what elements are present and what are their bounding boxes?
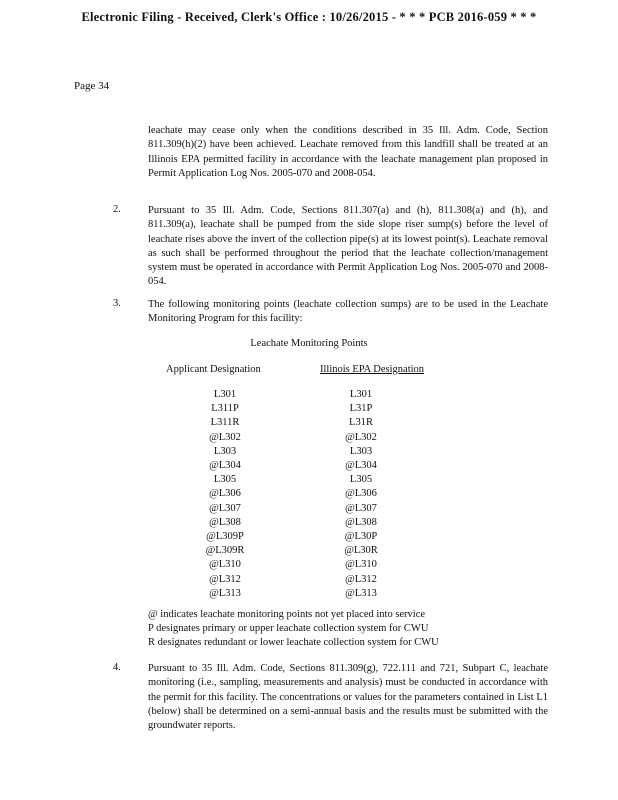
applicant-designation-cell: @L304 — [209, 460, 241, 472]
applicant-designation-cell: L301 — [213, 389, 237, 400]
epa-designation-column — [336, 388, 386, 601]
epa-designation-cell: @L30R — [344, 545, 378, 557]
epa-designation-cell: @L308 — [345, 516, 377, 528]
epa-designation-cell: L303 — [349, 445, 373, 457]
item-3-number: 3. — [113, 298, 121, 309]
epa-designation-cell: @L302 — [345, 431, 377, 443]
epa-designation-cell: @L313 — [345, 587, 377, 599]
item-4-number: 4. — [113, 662, 121, 673]
epa-designation-cell: @L310 — [345, 559, 377, 571]
applicant-designation-cell: @L309P — [206, 531, 244, 543]
epa-designation-cell: L301 — [349, 389, 373, 400]
applicant-designation-cell: L303 — [213, 445, 237, 457]
applicant-designation-cell: L305 — [213, 474, 237, 486]
applicant-designation-cell: @L312 — [209, 573, 241, 585]
table-title: Leachate Monitoring Points — [250, 338, 368, 349]
page-number: Page 34 — [74, 80, 110, 92]
note-line: @ indicates leachate monitoring points not yet placed into service — [148, 609, 426, 620]
note-line: P designates primary or upper leachate collection system for CWU — [148, 623, 429, 634]
applicant-designation-column — [195, 388, 255, 601]
item-3-text: The following monitoring points (leachate collection sumps) are to be used in the Leachate Monitoring Program for this facility: — [148, 299, 548, 325]
note-line: R designates redundant or lower leachate collection system for CWU — [148, 637, 439, 648]
applicant-designation-cell: @L309R — [205, 545, 245, 557]
intro-paragraph: leachate may cease only when the conditions described in 35 Ill. Adm. Code, Section 811.309(h)(2) have been achieved. Leachate removed from this landfill shall be treated at an Illinois EPA permitted facility in accordance with the leachate management plan proposed in Permit Application Log Nos. 2005-070 and 2008-054. — [148, 125, 548, 179]
epa-designation-cell: L31P — [349, 403, 373, 415]
epa-designation-header: Illinois EPA Designation — [320, 364, 425, 375]
epa-designation-cell: @L306 — [345, 488, 377, 500]
applicant-designation-cell: @L310 — [209, 559, 241, 571]
applicant-designation-cell: @L308 — [209, 516, 241, 528]
applicant-designation-cell: L311R — [210, 417, 240, 429]
epa-designation-cell: L31R — [349, 417, 373, 429]
applicant-designation-cell: @L302 — [209, 431, 241, 443]
item-2-number: 2. — [113, 204, 121, 215]
item-4-text: Pursuant to 35 Ill. Adm. Code, Sections 811.309(g), 722.111 and 721, Subpart C, leachate monitoring (i.e., sampling, measurements and analysis) must be conducted in accordance with the permit for this facility. The concentrations or values for the parameters contained in List L1 (below) shall be determined on a semi-annual basis and the results must be submitted with the groundwater reports. — [148, 663, 548, 732]
applicant-designation-header: Applicant Designation — [166, 364, 261, 375]
epa-designation-cell: L305 — [349, 474, 373, 486]
epa-designation-cell: @L304 — [345, 460, 377, 472]
applicant-designation-cell: @L313 — [209, 587, 241, 599]
filing-stamp-header: Electronic Filing - Received, Clerk's Office : 10/26/2015 - * * * PCB 2016-059 * * * — [81, 10, 537, 24]
applicant-designation-cell: L311P — [211, 403, 239, 415]
designation-notes — [148, 608, 439, 650]
epa-designation-cell: @L30P — [344, 531, 378, 543]
applicant-designation-cell: @L307 — [209, 502, 241, 514]
epa-designation-cell: @L307 — [345, 502, 377, 514]
item-2-text: Pursuant to 35 Ill. Adm. Code, Sections 811.307(a) and (h), 811.308(a) and (h), and 811.309(a), leachate shall be pumped from the side slope riser sump(s) before the level of leachate rises above the invert of the collection pipe(s) at its lowest point(s). Leachate removal as such shall be performed throughout the period that the leachate collection/management system must be operated in accordance with Permit Application Log Nos. 2005-070 and 2008-054. — [148, 205, 548, 288]
applicant-designation-cell: @L306 — [209, 488, 241, 500]
epa-designation-cell: @L312 — [345, 573, 377, 585]
